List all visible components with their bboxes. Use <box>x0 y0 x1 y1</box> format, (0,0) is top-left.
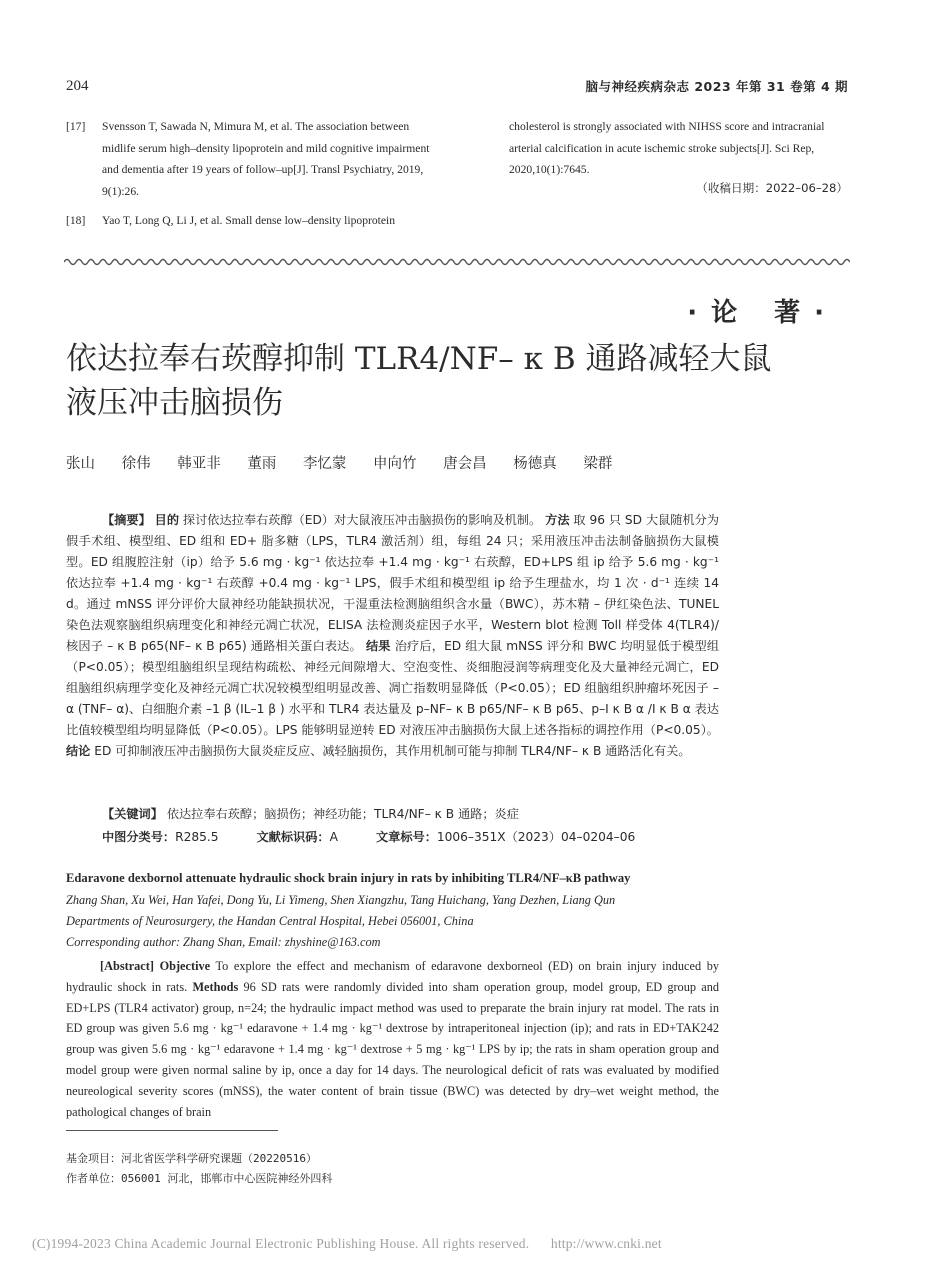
reference-number: [18] <box>66 214 86 227</box>
results-label: 结果 <box>365 639 391 653</box>
abstract-english-body <box>66 956 719 1122</box>
received-date: （收稿日期：2022–06–28） <box>696 181 848 195</box>
copyright-url[interactable]: http://www.cnki.net <box>550 1236 662 1251</box>
reference-text: Svensson T, Sawada N, Mimura M, et al. The association between midlife serum high–density lipoprotein and mild cognitive impairment and dementia after 19 years of follow–up[J]. Transl Psychiatry, 2019, 9(1):26. <box>102 120 430 198</box>
clc-code: 中图分类号：R285.5 <box>102 830 219 844</box>
abstract-english <box>66 956 719 1122</box>
author: 唐会昌 <box>443 456 487 472</box>
abstract-chinese <box>66 510 719 762</box>
abstract-label: 【摘要】 <box>102 513 151 527</box>
results-text: 治疗后，ED 组大鼠 mNSS 评分和 BWC 均明显低于模型组（P<0.05）；模型组脑组织呈现结构疏松、神经元间隙增大、空泡变性、炎细胞浸润等病理变化及大量神经元凋亡，ED 组脑组织病理学变化及神经元凋亡状况较模型组明显改善、凋亡指数明显降低（P<0.05）；ED 组脑组织肿瘤坏死因子 – α (TNF– α)、白细胞介素 –1 β (IL–1 β ) 水平和 TLR4 表达量及 p–NF– κ B p65/NF– κ B p65、p–I κ B α /I κ B α 表达比值较模型组均明显降低（P<0.05）。LPS 能够明显逆转 ED 对液压冲击脑损伤大鼠上述各指标的调控作用（P<0.05）。 <box>66 639 720 737</box>
objective-label: 目的 <box>154 513 180 527</box>
journal-title: 脑与神经疾病杂志 2023 年第 31 卷第 4 期 <box>585 79 848 94</box>
methods-label: 方法 <box>545 513 570 527</box>
keywords <box>102 805 519 822</box>
copyright-notice: (C)1994-2023 China Academic Journal Electronic Publishing House. All rights reserved. <box>32 1236 530 1251</box>
references-left-column <box>66 116 444 232</box>
objective-text: 探讨依达拉奉右莰醇（ED）对大鼠液压冲击脑损伤的影响及机制。 <box>182 513 542 527</box>
abstract-en-label: [Abstract] <box>100 959 154 973</box>
methods-en-label: Methods <box>192 979 239 994</box>
reference-text: Yao T, Long Q, Li J, et al. Small dense low–density lipoprotein <box>102 214 396 227</box>
document-code: 文献标识码：A <box>256 830 338 844</box>
fund-footnote: 基金项目：河北省医学科学研究课题（20220516） <box>66 1152 317 1165</box>
keywords-text: 依达拉奉右莰醇；脑损伤；神经功能；TLR4/NF– κ B 通路；炎症 <box>166 807 519 821</box>
section-tag: ·论 著· <box>687 298 838 328</box>
article-title: 依达拉奉右莰醇抑制 TLR4/NF– κ B 通路减轻大鼠液压冲击脑损伤 <box>66 341 772 421</box>
english-authors: Zhang Shan, Xu Wei, Han Yafei, Dong Yu, Li Yimeng, Shen Xiangzhu, Tang Huichang, Yang Dezhen, Liang Qun <box>66 893 616 907</box>
article-number: 文章标号：1006–351X（2023）04–0204–06 <box>375 830 636 844</box>
author: 梁群 <box>583 456 613 472</box>
author: 李忆蒙 <box>302 456 347 472</box>
footnote-divider <box>66 1130 278 1131</box>
english-affiliation: Departments of Neurosurgery, the Handan Central Hospital, Hebei 056001, China <box>66 914 474 928</box>
reference-item <box>66 210 444 232</box>
author-list <box>66 452 634 473</box>
reference-continuation: cholesterol is strongly associated with NIHSS score and intracranial arterial calcification in acute ischemic stroke subjects[J]. Sci Rep, 2020,10(1):7645. <box>509 120 825 176</box>
methods-en-text: 96 SD rats were randomly divided into sham operation group, model group, ED group and ED+LPS (TLR4 activator) group, n=24; the hydraulic impact method was used to preparate the brain injury rat model. The rats in ED group was given 5.6 mg · kg⁻¹ edaravone + 1.4 mg · kg⁻¹ dextrose by intraperitoneal injection (ip); and rats in ED+TAK242 group was given 5.6 mg · kg⁻¹ edaravone + 1.4 mg · kg⁻¹ dextrose + 5 mg · kg⁻¹ LPS by ip; the rats in sham operation group and model group were given normal saline by ip, once a day for 14 days. The neurological deficit of rats was evaluated by modified neureological severity scores (mNSS), the water content of brain tissue (BWC) was detected by dry–wet weight method, the pathological changes of brain <box>66 979 719 1119</box>
methods-text: 取 96 只 SD 大鼠随机分为假手术组、模型组、ED 组和 ED+ 脂多糖（LPS，TLR4 激活剂）组，每组 24 只；采用液压冲击法制备脑损伤大鼠模型。ED 组腹腔注射（ip）给予 5.6 mg · kg⁻¹ 依达拉奉 +1.4 mg · kg⁻¹ 右莰醇，ED+LPS 组 ip 给予 5.6 mg · kg⁻¹ 依达拉奉 +1.4 mg · kg⁻¹ 右莰醇 +0.4 mg · kg⁻¹ LPS，假手术组和模型组 ip 给予生理盐水，均 1 次 · d⁻¹ 连续 14 d。通过 mNSS 评分评价大鼠神经功能缺损状况，干湿重法检测脑组织含水量（BWC），苏木精 – 伊红染色法、TUNEL 染色法观察脑组织病理变化和神经元凋亡状况，ELISA 法检测炎症因子水平，Western blot 检测 Toll 样受体 4(TLR4)/ 核因子 – κ B p65(NF– κ B p65) 通路相关蛋白表达。 <box>66 513 720 653</box>
reference-number: [17] <box>66 120 86 133</box>
page-number: 204 <box>66 78 89 94</box>
classification-row <box>102 828 722 845</box>
corresponding-author: Corresponding author: Zhang Shan, Email: zhyshine@163.com <box>66 935 381 949</box>
author: 杨德真 <box>513 456 557 472</box>
wavy-divider <box>64 255 850 269</box>
author: 韩亚非 <box>177 456 221 472</box>
conclusion-label: 结论 <box>66 744 91 758</box>
author: 董雨 <box>247 456 277 472</box>
conclusion-text: ED 可抑制液压冲击脑损伤大鼠炎症反应、减轻脑损伤，其作用机制可能与抑制 TLR4/NF– κ B 通路活化有关。 <box>94 744 691 758</box>
author: 申向竹 <box>373 456 417 472</box>
abstract-body <box>66 510 719 762</box>
author-unit-footnote: 作者单位：056001 河北，邯郸市中心医院神经外四科 <box>66 1172 333 1185</box>
objective-en-text: To explore the effect and mechanism of edaravone dexborneol (ED) on brain injury induced by hydraulic shock in rats. <box>66 959 719 994</box>
reference-item <box>66 116 444 202</box>
copyright-footer <box>32 1236 662 1252</box>
author: 徐伟 <box>121 456 151 472</box>
keywords-label: 【关键词】 <box>102 807 163 821</box>
english-title: Edaravone dexbornol attenuate hydraulic shock brain injury in rats by inhibiting TLR4/NF–κB pathway <box>66 871 631 885</box>
objective-en-label: Objective <box>159 959 211 973</box>
author: 张山 <box>66 456 95 472</box>
